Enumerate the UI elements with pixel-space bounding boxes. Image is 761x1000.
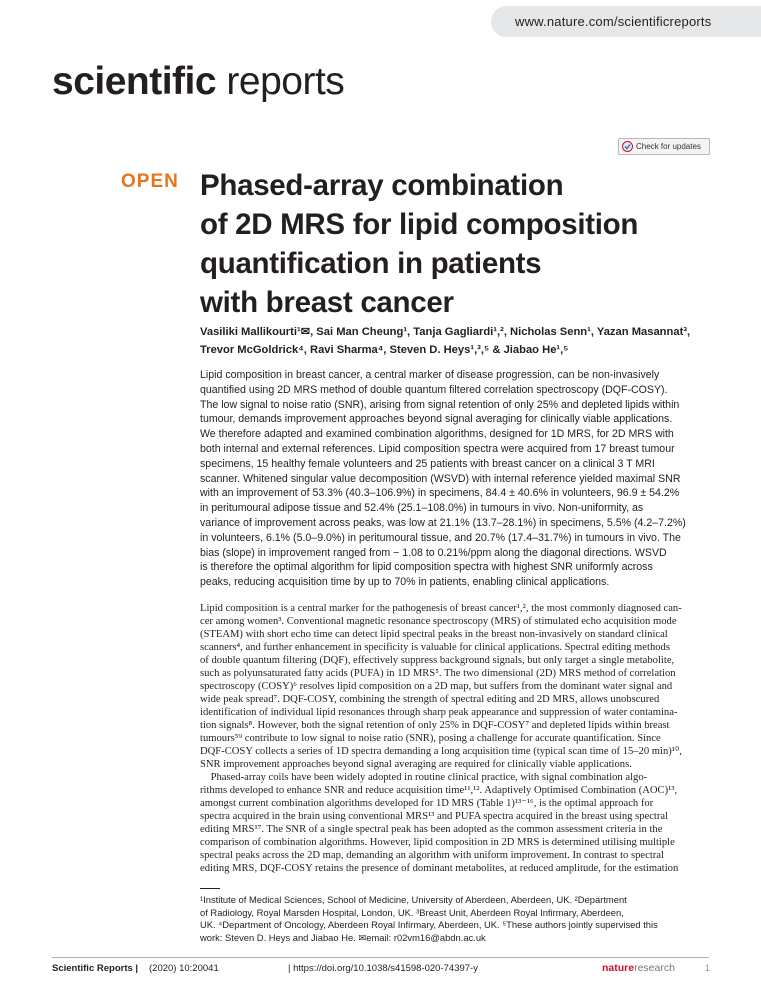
abstract-line: specimens, 15 healthy female volunteers and 25 patients with breast cancer on a clinical 3 T MRI — [200, 457, 655, 470]
body-line: comparison of combination algorithms. However, lipid composition in 2D MRS is determined utilising multiple — [200, 837, 675, 848]
check-for-updates-label: Check for updates — [636, 142, 701, 151]
body-line: Lipid composition is a central marker for the pathogenesis of breast cancer¹,², the most commonly diagnosed can- — [200, 603, 682, 614]
body-line: scanners⁴, and further enhancement in specificity is valuable for clinical applications. Spectral editing methods — [200, 642, 670, 653]
body-text — [200, 602, 712, 875]
body-line: (STEAM) with short echo time can detect lipid spectral peaks in the breast non-invasively on standard clinical — [200, 629, 668, 640]
abstract-line: quantified using 2D MRS method of double quantum filtered correlation spectroscopy (DQF-COSY). — [200, 383, 668, 396]
abstract-line: is therefore the optimal algorithm for lipid composition spectra with highest SNR uniformly across — [200, 561, 653, 574]
body-line: editing MRS, DQF-COSY retains the presence of dominant metabolites, at reduced amplitude, for the estimation — [200, 863, 679, 874]
abstract-line: tumour, demands improvement approaches beyond signal averaging for clinically viable applications. — [200, 413, 673, 426]
body-line: SNR improvement approaches beyond signal averaging are required for clinically viable applications. — [200, 759, 632, 770]
abstract-line: We therefore adapted and examined combination algorithms, designed for 1D MRS, for 2D MRS with — [200, 428, 674, 441]
body-line: DQF-COSY collects a series of 1D spectra demanding a long acquisition time (typical scan time of 15–20 min)¹⁰, — [200, 746, 682, 757]
body-line: spectral peaks across the 2D map, demanding an algorithm with uniform improvement. In contrast to spectral — [200, 850, 664, 861]
journal-logo-bold: scientific — [52, 60, 217, 103]
body-line: amongst current combination algorithms developed for 1D MRS (Table 1)¹³⁻¹⁶, is the optimal approach for — [200, 798, 654, 809]
affiliation-divider — [200, 888, 220, 889]
publisher-logo-nature: nature — [602, 962, 635, 974]
abstract-line: The low signal to noise ratio (SNR), arising from signal retention of only 25% and depleted lipids within — [200, 398, 680, 411]
body-line: editing MRS¹⁷. The SNR of a single spectral peak has been adopted as the common assessment criteria in the — [200, 824, 663, 835]
journal-logo-light: reports — [216, 60, 345, 103]
affiliations — [200, 894, 715, 944]
body-line: spectra acquired in the brain using conventional MRS¹³ and PUFA spectra acquired in the breast using spectral — [200, 811, 669, 822]
affiliation-line: ¹Institute of Medical Sciences, School of Medicine, University of Aberdeen, Aberdeen, UK. ²Department — [200, 894, 627, 905]
body-line: tion signals⁸. However, both the signal retention of only 25% in DQF-COSY⁷ and depleted lipids within breast — [200, 720, 670, 731]
body-line: tumours⁵⁹ contribute to low signal to noise ratio (SNR), posing a challenge for accurate quantification. Since — [200, 733, 661, 744]
body-line: rithms developed to enhance SNR and reduce acquisition time¹¹,¹². Adaptively Optimised Combination (AOC)¹³, — [200, 785, 678, 796]
author-list — [200, 323, 720, 359]
title-line: Phased‑array combination — [200, 169, 564, 202]
footer-journal: Scientific Reports | — [52, 963, 139, 974]
affiliation-line: of Radiology, Royal Marsden Hospital, London, UK. ³Breast Unit, Aberdeen Royal Infirmary, Aberdeen, — [200, 906, 624, 918]
abstract-line: in volunteers, 6.1% (5.0–9.0%) in peritumoural tissue, and 20.7% (17.4–31.7%) in tumours in vivo. The — [200, 531, 681, 544]
page-footer — [52, 963, 712, 979]
title-line: with breast cancer — [200, 286, 454, 319]
abstract — [200, 368, 715, 590]
body-line: spectroscopy (COSY)⁶ resolves lipid composition on a 2D map, but suffers from the dominant water signal and — [200, 681, 673, 692]
journal-url-tab[interactable] — [491, 6, 761, 37]
check-for-updates-button[interactable] — [618, 138, 710, 155]
footer-doi-link[interactable]: | https://doi.org/10.1038/s41598-020-74397-y — [288, 963, 478, 974]
body-line: wide peak spread⁷. DQF-COSY, combining the strength of spectral editing and 2D MRS, allows unobscured — [200, 694, 660, 705]
journal-url[interactable]: www.nature.com/scientificreports — [515, 14, 712, 29]
open-access-label: OPEN — [121, 171, 179, 192]
abstract-line: scanner. Whitened singular value decomposition (WSVD) with internal reference yielded maximal SNR — [200, 472, 681, 485]
body-line: Phased-array coils have been widely adopted in routine clinical practice, with signal combination algo- — [200, 772, 648, 783]
body-line: cer among women³. Conventional magnetic resonance spectroscopy (MRS) of stimulated echo acquisition mode — [200, 616, 677, 627]
footer-citation: (2020) 10:20041 — [149, 963, 219, 974]
body-line: of double quantum filtering (DQF), effectively suppress background signals, but only target a single metabolite, — [200, 655, 675, 666]
page-number: 1 — [704, 963, 710, 974]
title-line: of 2D MRS for lipid composition — [200, 208, 639, 241]
author-line[interactable]: Vasiliki Mallikourti¹✉, Sai Man Cheung¹, Tanja Gagliardi¹,², Nicholas Senn¹, Yazan Masannat³, — [200, 326, 691, 338]
publisher-logo — [602, 962, 675, 974]
body-line: identification of individual lipid resonances through sharp peak appearance and suppression of water contamina- — [200, 707, 678, 718]
abstract-line: Lipid composition in breast cancer, a central marker of disease progression, can be non-invasively — [200, 369, 660, 381]
abstract-line: with an improvement of 53.3% (40.3–106.9%) in specimens, 84.4 ± 40.6% in volunteers, 96.9 ± 54.2% — [200, 487, 680, 500]
abstract-line: in peritumoural adipose tissue and 52.4% (25.1–108.0%) in tumours in vivo. Non-uniformity, as — [200, 502, 644, 515]
crossmark-icon — [622, 141, 633, 152]
abstract-line: variance of improvement across peaks, was low at 21.1% (13.7–28.1%) in specimens, 5.5% (4.2–7.2%) — [200, 516, 686, 529]
body-line: such as polyunsaturated fatty acids (PUFA) in 1D MRS⁵. The two dimensional (2D) MRS method of correlation — [200, 668, 676, 679]
article-title — [200, 166, 670, 322]
author-line[interactable]: Trevor McGoldrick⁴, Ravi Sharma⁴, Steven D. Heys¹,³,⁵ & Jiabao He¹,⁵ — [200, 344, 569, 356]
journal-logo — [52, 62, 344, 101]
affiliation-line[interactable]: work: Steven D. Heys and Jiabao He. ✉email: r02vm16@abdn.ac.uk — [200, 931, 486, 943]
abstract-line: bias (slope) in improvement ranged from − 1.08 to 0.21%/ppm along the diagonal directions. WSVD — [200, 546, 667, 559]
publisher-logo-research: research — [634, 962, 675, 974]
affiliation-line: UK. ⁴Department of Oncology, Aberdeen Royal Infirmary, Aberdeen, UK. ⁵These authors jointly supervised this — [200, 919, 658, 931]
footer-divider — [52, 957, 709, 958]
title-line: quantification in patients — [200, 247, 542, 280]
abstract-line: peaks, reducing acquisition time by up to 70% in patients, enabling clinical applications. — [200, 576, 610, 589]
abstract-line: both internal and external references. Lipid composition spectra were acquired from 17 breast tumour — [200, 442, 675, 455]
